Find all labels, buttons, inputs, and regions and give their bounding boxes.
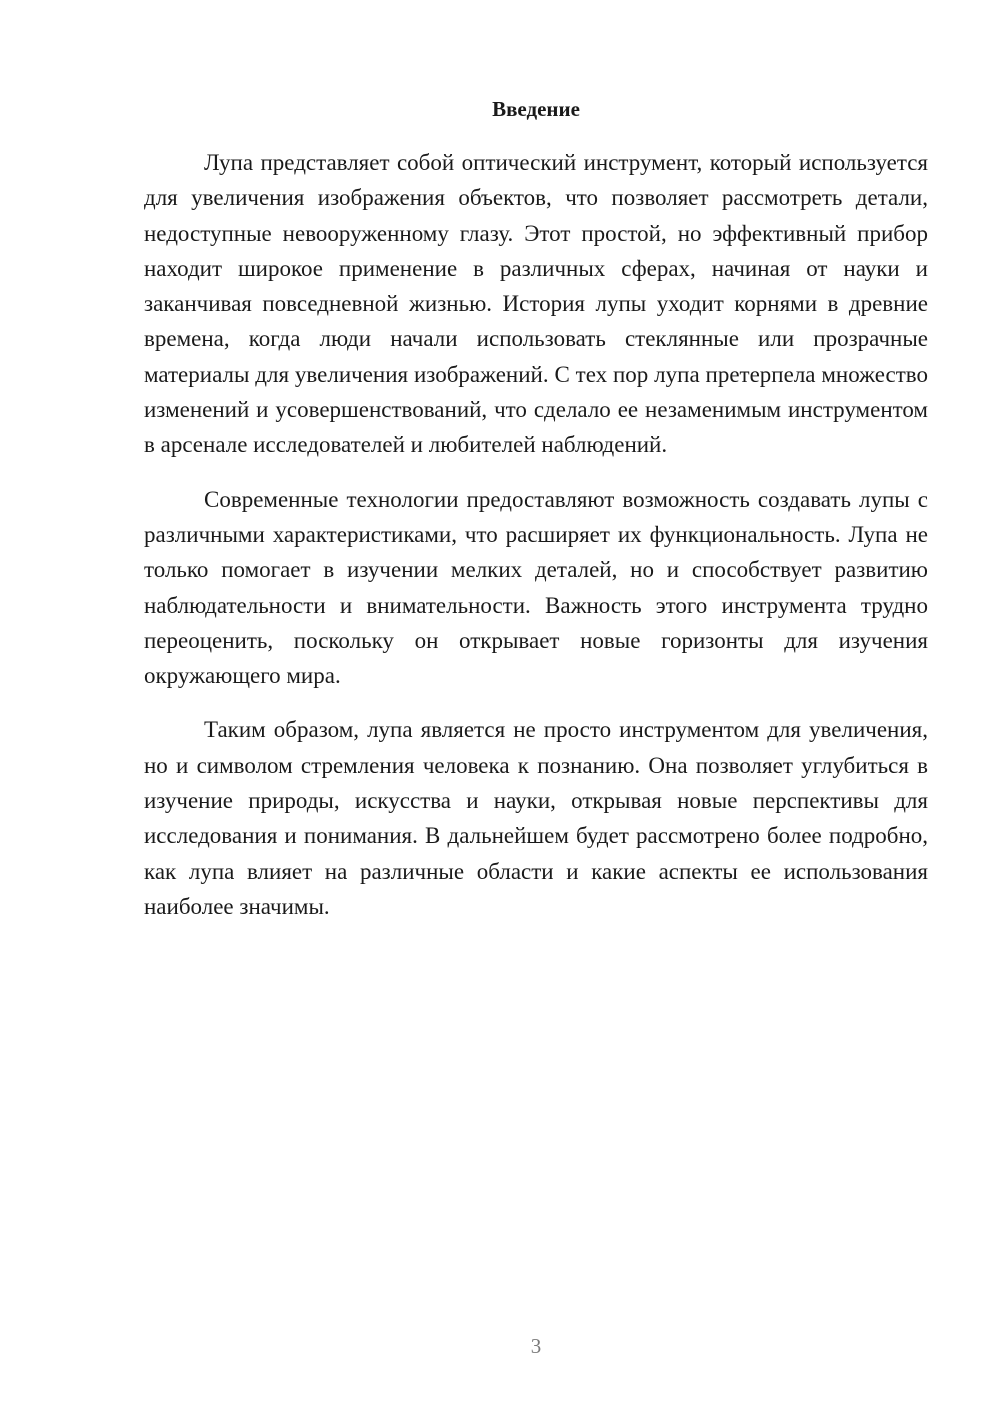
section-heading: Введение [492, 97, 580, 121]
page-content [144, 92, 928, 924]
paragraph-3: Таким образом, лупа является не просто инструментом для увеличения, но и символом стремления человека к познанию. Она позволяет углубиться в изучение природы, искусства и науки, открывая новые перспективы для исследования и понимания. В дальнейшем будет рассмотрено более подробно, как лупа влияет на различные области и какие аспекты ее использования наиболее значимы. [144, 717, 928, 919]
page-number: 3 [530, 1334, 542, 1358]
paragraph-1: Лупа представляет собой оптический инструмент, который используется для увеличения изображения объектов, что позволяет рассмотреть детали, недоступные невооруженному глазу. Этот простой, но эффективный прибор находит широкое применение в различных сферах, начиная от науки и заканчивая повседневной жизнью. История лупы уходит корнями в древние времена, когда люди начали использовать стеклянные или прозрачные материалы для увеличения изображений. С тех пор лупа претерпела множество изменений и усовершенствований, что сделало ее незаменимым инструментом в арсенале исследователей и любителей наблюдений. [144, 150, 928, 458]
paragraph-2: Современные технологии предоставляют возможность создавать лупы с различными характеристиками, что расширяет их функциональность. Лупа не только помогает в изучении мелких деталей, но и способствует развитию наблюдательности и внимательности. Важность этого инструмента трудно переоценить, поскольку он открывает новые горизонты для изучения окружающего мира. [144, 486, 928, 689]
